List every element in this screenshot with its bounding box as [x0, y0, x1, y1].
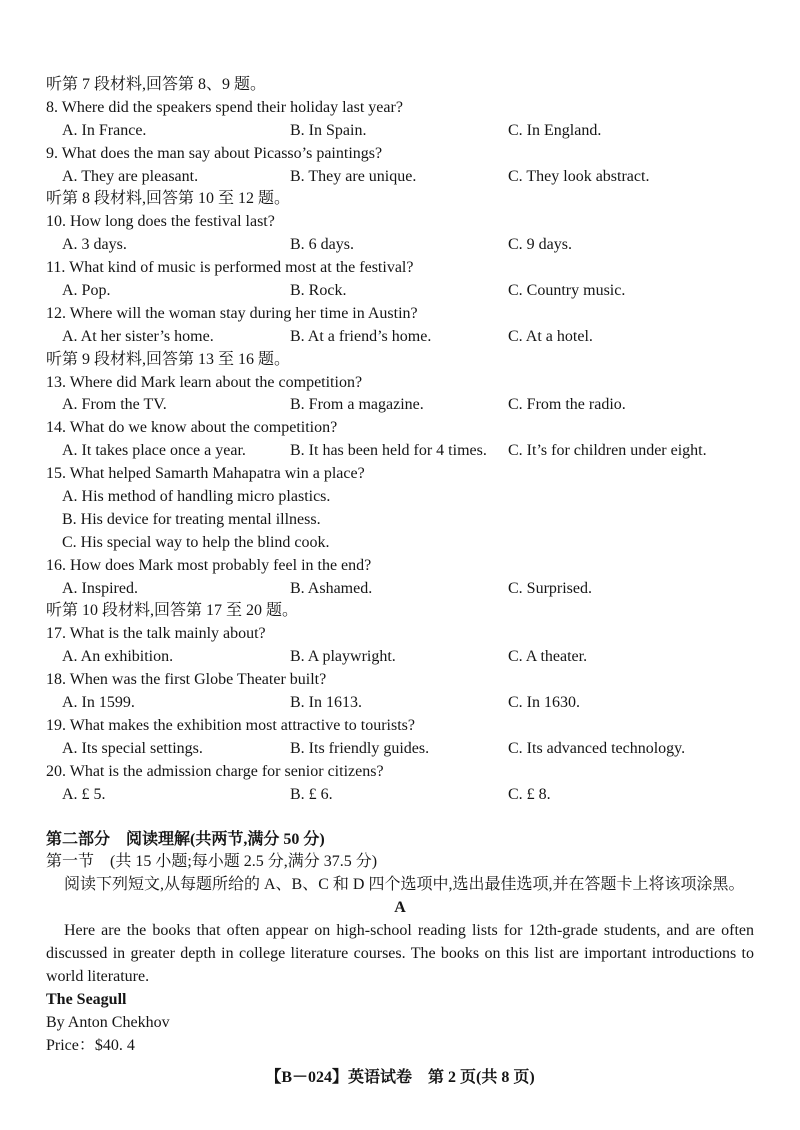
- book-price: Price：$40. 4: [46, 1036, 135, 1054]
- page-footer: 【B－024】英语试卷 第 2 页(共 8 页): [265, 1069, 535, 1086]
- q16-option-b: B. Ashamed.: [290, 579, 373, 597]
- q20-stem: 20. What is the admission charge for senior citizens?: [46, 762, 384, 780]
- q17-option-b: B. A playwright.: [290, 648, 396, 666]
- q9-option-c: C. They look abstract.: [508, 167, 650, 185]
- q14-option-b: B. It has been held for 4 times.: [290, 442, 487, 460]
- q19-options: [46, 738, 754, 761]
- q17-options: [46, 646, 754, 669]
- q13-option-c: C. From the radio.: [508, 396, 626, 414]
- q20-option-a: A. £ 5.: [62, 785, 106, 803]
- q9-stem: 9. What does the man say about Picasso’s paintings?: [46, 144, 383, 162]
- q10-option-b: B. 6 days.: [290, 236, 354, 254]
- q19-option-a: A. Its special settings.: [62, 739, 203, 757]
- q16-option-c: C. Surprised.: [508, 579, 592, 597]
- q20-options: [46, 784, 754, 807]
- q20-option-c: C. £ 8.: [508, 785, 551, 803]
- q18-options: [46, 692, 754, 715]
- q14-option-a: A. It takes place once a year.: [62, 442, 246, 460]
- q20-option-b: B. £ 6.: [290, 785, 333, 803]
- reading-section: [46, 829, 754, 1058]
- q19-stem: 19. What makes the exhibition most attractive to tourists?: [46, 716, 415, 734]
- q11-option-a: A. Pop.: [62, 282, 111, 300]
- q8-option-a: A. In France.: [62, 121, 147, 139]
- q11-stem: 11. What kind of music is performed most at the festival?: [46, 259, 414, 277]
- book-author: By Anton Chekhov: [46, 1013, 170, 1031]
- exam-page: [46, 74, 754, 1057]
- q18-option-b: B. In 1613.: [290, 694, 362, 712]
- q17-option-a: A. An exhibition.: [62, 648, 174, 666]
- q10-option-c: C. 9 days.: [508, 236, 572, 254]
- passage-intro-line-1: Here are the books that often appear on high-school reading lists for 12th-grade students, and are often: [64, 922, 754, 940]
- group-7-instruction: 听第 7 段材料,回答第 8、9 题。: [46, 76, 267, 93]
- q16-stem: 16. How does Mark most probably feel in the end?: [46, 556, 372, 574]
- q18-option-a: A. In 1599.: [62, 694, 135, 712]
- q10-stem: 10. How long does the festival last?: [46, 213, 275, 231]
- q9-options: [46, 166, 754, 189]
- q15-stem: 15. What helped Samarth Mahapatra win a place?: [46, 465, 365, 483]
- q12-options: [46, 326, 754, 349]
- q8-option-c: C. In England.: [508, 121, 602, 139]
- q9-option-a: A. They are pleasant.: [62, 167, 199, 185]
- group-9-instruction: 听第 9 段材料,回答第 13 至 16 题。: [46, 350, 291, 368]
- group-8-instruction: 听第 8 段材料,回答第 10 至 12 题。: [46, 190, 291, 208]
- q15-option-b: B. His device for treating mental illness.: [62, 510, 321, 528]
- passage-intro-line-3: world literature.: [46, 967, 150, 985]
- q12-option-b: B. At a friend’s home.: [290, 327, 432, 345]
- group-10-instruction: 听第 10 段材料,回答第 17 至 20 题。: [46, 602, 299, 620]
- q16-options: [46, 578, 754, 601]
- q14-option-c: C. It’s for children under eight.: [508, 442, 707, 460]
- q15-option-a: A. His method of handling micro plastics.: [62, 488, 331, 506]
- q12-stem: 12. Where will the woman stay during her time in Austin?: [46, 304, 418, 322]
- q8-options: [46, 120, 754, 143]
- passage-label: A: [394, 899, 406, 917]
- section-title: 第一节 (共 15 小题;每小题 2.5 分,满分 37.5 分): [46, 853, 378, 871]
- q11-options: [46, 280, 754, 303]
- q8-option-b: B. In Spain.: [290, 121, 367, 139]
- part-title: 第二部分 阅读理解(共两节,满分 50 分): [46, 830, 325, 848]
- q10-options: [46, 234, 754, 257]
- q17-option-c: C. A theater.: [508, 648, 588, 666]
- q10-option-a: A. 3 days.: [62, 236, 127, 254]
- book-title: The Seagull: [46, 990, 127, 1008]
- q11-option-c: C. Country music.: [508, 282, 626, 300]
- listening-section: [46, 74, 754, 807]
- reading-directions: 阅读下列短文,从每题所给的 A、B、C 和 D 四个选项中,选出最佳选项,并在答题卡上将该项涂黑。: [64, 876, 745, 894]
- q12-option-a: A. At her sister’s home.: [62, 327, 214, 345]
- q18-stem: 18. When was the first Globe Theater built?: [46, 671, 327, 689]
- q13-options: [46, 394, 754, 417]
- q18-option-c: C. In 1630.: [508, 694, 580, 712]
- q17-stem: 17. What is the talk mainly about?: [46, 625, 266, 643]
- q13-option-a: A. From the TV.: [62, 396, 167, 414]
- q8-stem: 8. Where did the speakers spend their holiday last year?: [46, 98, 403, 116]
- q12-option-c: C. At a hotel.: [508, 327, 593, 345]
- q13-option-b: B. From a magazine.: [290, 396, 424, 414]
- q14-stem: 14. What do we know about the competition?: [46, 419, 338, 437]
- q11-option-b: B. Rock.: [290, 282, 347, 300]
- q19-option-b: B. Its friendly guides.: [290, 739, 430, 757]
- passage-intro-line-2: discussed in greater depth in college literature courses. The books on this list are important introductions to: [46, 944, 754, 962]
- q16-option-a: A. Inspired.: [62, 579, 138, 597]
- q15-option-c: C. His special way to help the blind cook.: [62, 533, 330, 551]
- q14-options: [46, 440, 754, 463]
- q9-option-b: B. They are unique.: [290, 167, 417, 185]
- q19-option-c: C. Its advanced technology.: [508, 739, 686, 757]
- q13-stem: 13. Where did Mark learn about the competition?: [46, 373, 363, 391]
